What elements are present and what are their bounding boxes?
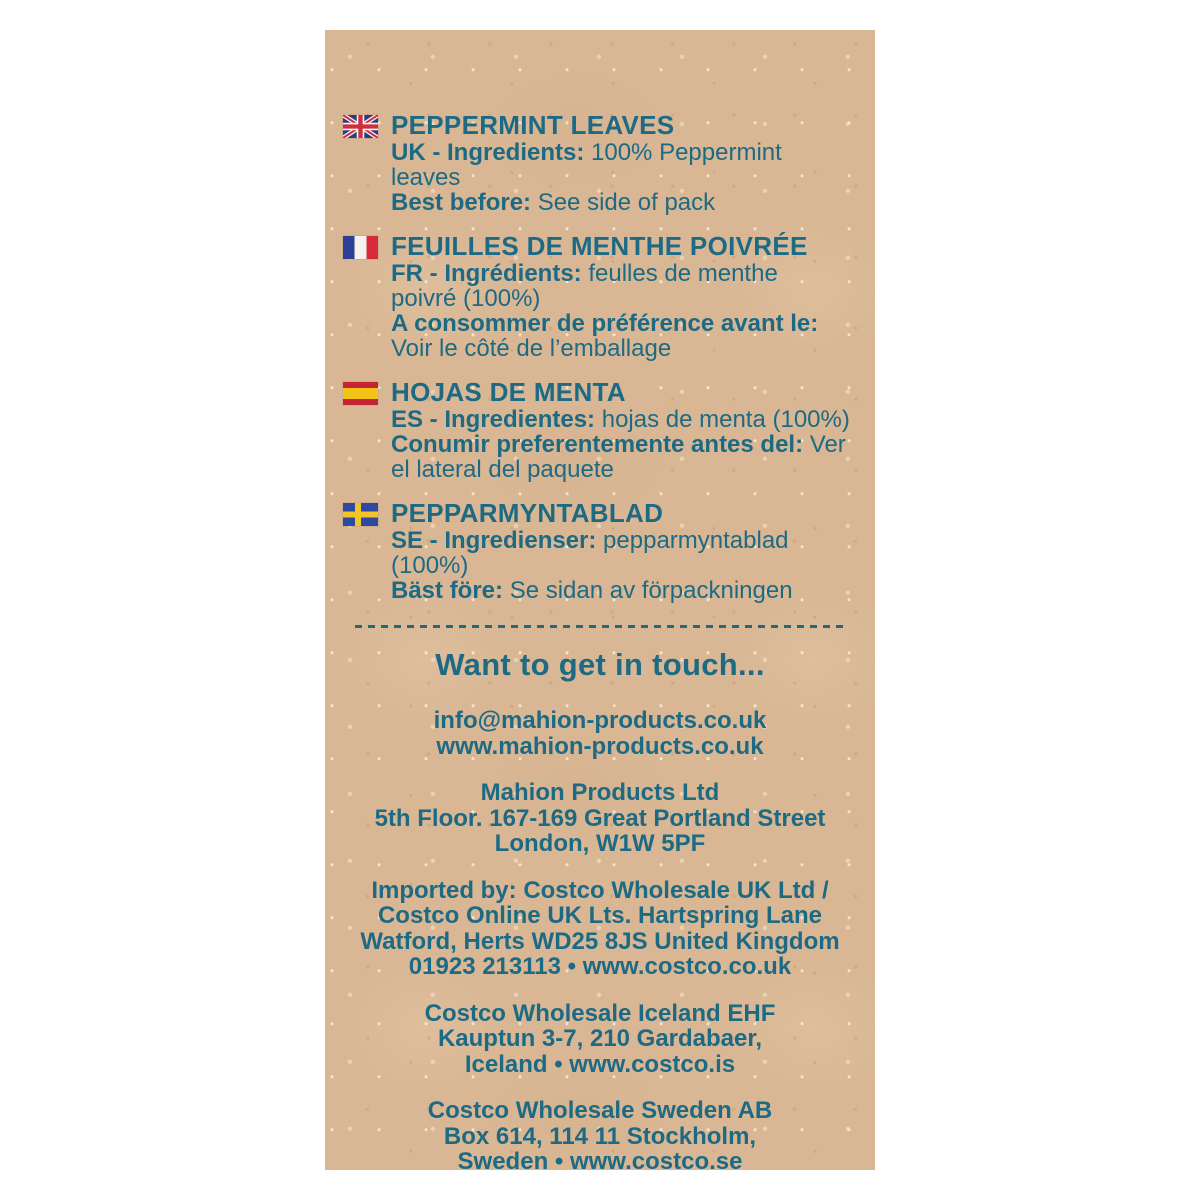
- iceland-importer-street: Kauptun 3-7, 210 Gardabaer,: [437, 1025, 763, 1052]
- sweden-importer-name: Costco Wholesale Sweden AB: [427, 1097, 773, 1124]
- sweden-importer-web: Sweden • www.costco.se: [457, 1148, 743, 1175]
- iceland-importer-web: Iceland • www.costco.is: [464, 1050, 736, 1078]
- se-ingredients-line-2: (100%): [391, 552, 469, 579]
- fr-ingredients-line-2: poivré (100%): [391, 285, 541, 312]
- fr-best-before-value: Voir le côté de l’emballage: [391, 335, 672, 362]
- uk-section-text: [391, 110, 847, 215]
- es-ingredients-line: ES - Ingredientes: hojas de menta (100%): [391, 406, 850, 433]
- contact-email: info@mahion-products.co.uk: [433, 707, 767, 734]
- language-section-uk: [343, 110, 847, 215]
- contact-website: www.mahion-products.co.uk: [436, 732, 764, 760]
- language-section-se: [343, 498, 847, 603]
- language-section-es: [343, 377, 850, 483]
- sweden-importer-street: Box 614, 114 11 Stockholm,: [443, 1122, 757, 1150]
- contact-links-block: [353, 708, 847, 759]
- es-product-title: HOJAS DE MENTA: [391, 377, 626, 407]
- sweden-flag-icon: [343, 498, 378, 603]
- uk-best-before-line: Best before: See side of pack: [391, 189, 716, 216]
- manufacturer-street: 5th Floor. 167-169 Great Portland Street: [374, 804, 826, 832]
- es-best-before-line-2: el lateral del paquete: [391, 456, 614, 483]
- fr-section-text: [391, 231, 847, 361]
- iceland-importer-address: [353, 1001, 847, 1078]
- uk-ingredients-line-2: leaves: [391, 164, 461, 191]
- uk-ingredients-line: UK - Ingredients: 100% Peppermint: [391, 139, 782, 166]
- language-section-fr: [343, 231, 847, 361]
- dashed-divider: [355, 625, 847, 628]
- france-flag-icon: [343, 231, 378, 361]
- uk-importer-phone-web: 01923 213113 • www.costco.co.uk: [408, 953, 792, 980]
- contact-heading: Want to get in touch...: [435, 647, 765, 682]
- fr-product-title: FEUILLES DE MENTHE POIVRÉE: [391, 231, 808, 261]
- fr-best-before-label: A consommer de préférence avant le:: [391, 310, 819, 337]
- iceland-importer-name: Costco Wholesale Iceland EHF: [424, 999, 776, 1027]
- se-best-before-line: Bäst före: Se sidan av förpackningen: [391, 577, 793, 604]
- contact-area: [343, 648, 847, 1175]
- se-product-title: PEPPARMYNTABLAD: [391, 498, 664, 528]
- product-label: [325, 30, 875, 1175]
- se-ingredients-line: SE - Ingredienser: pepparmyntablad: [391, 527, 789, 554]
- manufacturer-name: Mahion Products Ltd: [480, 779, 720, 806]
- es-best-before-line: Conumir preferentemente antes del: Ver: [391, 431, 846, 458]
- se-section-text: [391, 498, 847, 603]
- uk-importer-line-1: Imported by: Costco Wholesale UK Ltd /: [371, 876, 829, 904]
- sweden-importer-address: [353, 1098, 847, 1175]
- uk-flag-icon: [343, 110, 378, 215]
- spain-flag-icon: [343, 377, 378, 482]
- uk-product-title: PEPPERMINT LEAVES: [391, 110, 675, 140]
- manufacturer-address: [353, 780, 847, 857]
- fr-ingredients-line: FR - Ingrédients: feulles de menthe: [391, 260, 778, 287]
- es-section-text: [391, 377, 850, 483]
- uk-importer-address: [353, 878, 847, 980]
- manufacturer-city: London, W1W 5PF: [494, 830, 706, 857]
- uk-importer-line-3: Watford, Herts WD25 8JS United Kingdom: [360, 927, 840, 955]
- uk-importer-line-2: Costco Online UK Lts. Hartspring Lane: [377, 902, 823, 929]
